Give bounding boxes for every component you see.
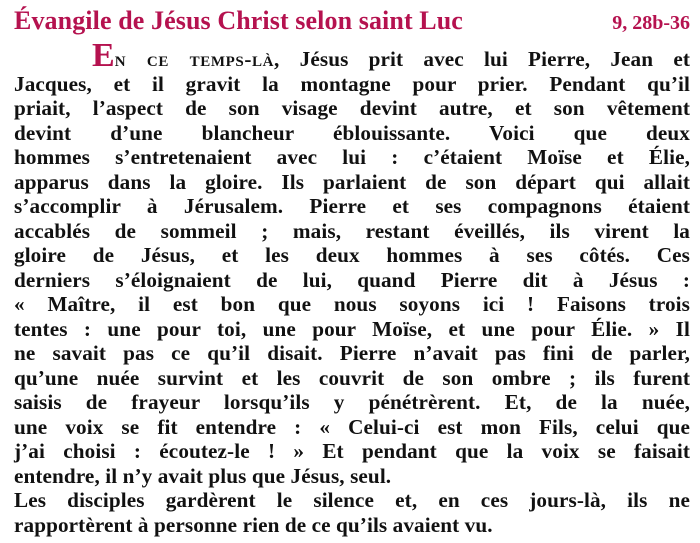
scripture-reference: 9, 28b-36	[612, 12, 690, 34]
reading-line-15: saisis de frayeur lorsqu’ils y pénétrèrent. Et, de la nuée,	[14, 390, 690, 414]
reading-line-7: s’accomplir à Jérusalem. Pierre et ses compagnons étaient	[14, 194, 690, 218]
reading-line-2: Jacques, et il gravit la montagne pour prier. Pendant qu’il	[14, 71, 690, 96]
gospel-title: Évangile de Jésus Christ selon saint Luc	[14, 6, 463, 35]
reading-line-9: gloire de Jésus, et les deux hommes à ses côtés. Ces	[14, 243, 690, 267]
reading-header	[14, 6, 690, 38]
drop-cap: E	[92, 37, 115, 74]
reading-line-3: priait, l’aspect de son visage devint autre, et son vêtement	[14, 96, 690, 120]
gospel-reading-page	[14, 6, 690, 537]
reading-line-13: ne savait pas ce qu’il disait. Pierre n’avait pas fini de parler,	[14, 341, 690, 365]
reading-text	[14, 37, 690, 537]
reading-line-12: tentes : une pour toi, une pour Moïse, et une pour Élie. » Il	[14, 316, 690, 341]
reading-line-16: une voix se fit entendre : « Celui-ci est mon Fils, celui que	[14, 414, 690, 439]
reading-line-18: entendre, il n’y avait plus que Jésus, seul.	[14, 463, 392, 488]
reading-line-10: derniers s’éloignaient de lui, quand Pierre dit à Jésus :	[14, 267, 690, 292]
reading-line-text: , Jésus prit avec lui Pierre, Jean et	[274, 47, 690, 71]
reading-line-14: qu’une nuée survint et les couvrit de son ombre ; ils furent	[14, 365, 690, 390]
closing-line-1: Les disciples gardèrent le silence et, en ces jours-là, ils ne	[14, 488, 690, 512]
reading-line-11: « Maître, il est bon que nous soyons ici ! Faisons trois	[14, 292, 690, 316]
reading-line-4: devint d’une blancheur éblouissante. Voici que deux	[14, 120, 690, 145]
reading-line-5: hommes s’entretenaient avec lui : c’étaient Moïse et Élie,	[14, 145, 690, 169]
reading-line-17: j’ai choisi : écoutez-le ! » Et pendant que la voix se faisait	[14, 439, 690, 463]
opening-words: n ce temps-là	[114, 47, 275, 71]
reading-line-8: accablés de sommeil ; mais, restant éveillés, ils virent la	[14, 218, 690, 243]
reading-line-1	[14, 37, 690, 74]
closing-line-2: rapportèrent à personne rien de ce qu’ils avaient vu.	[14, 512, 493, 537]
reading-line-6: apparus dans la gloire. Ils parlaient de son départ qui allait	[14, 169, 690, 194]
